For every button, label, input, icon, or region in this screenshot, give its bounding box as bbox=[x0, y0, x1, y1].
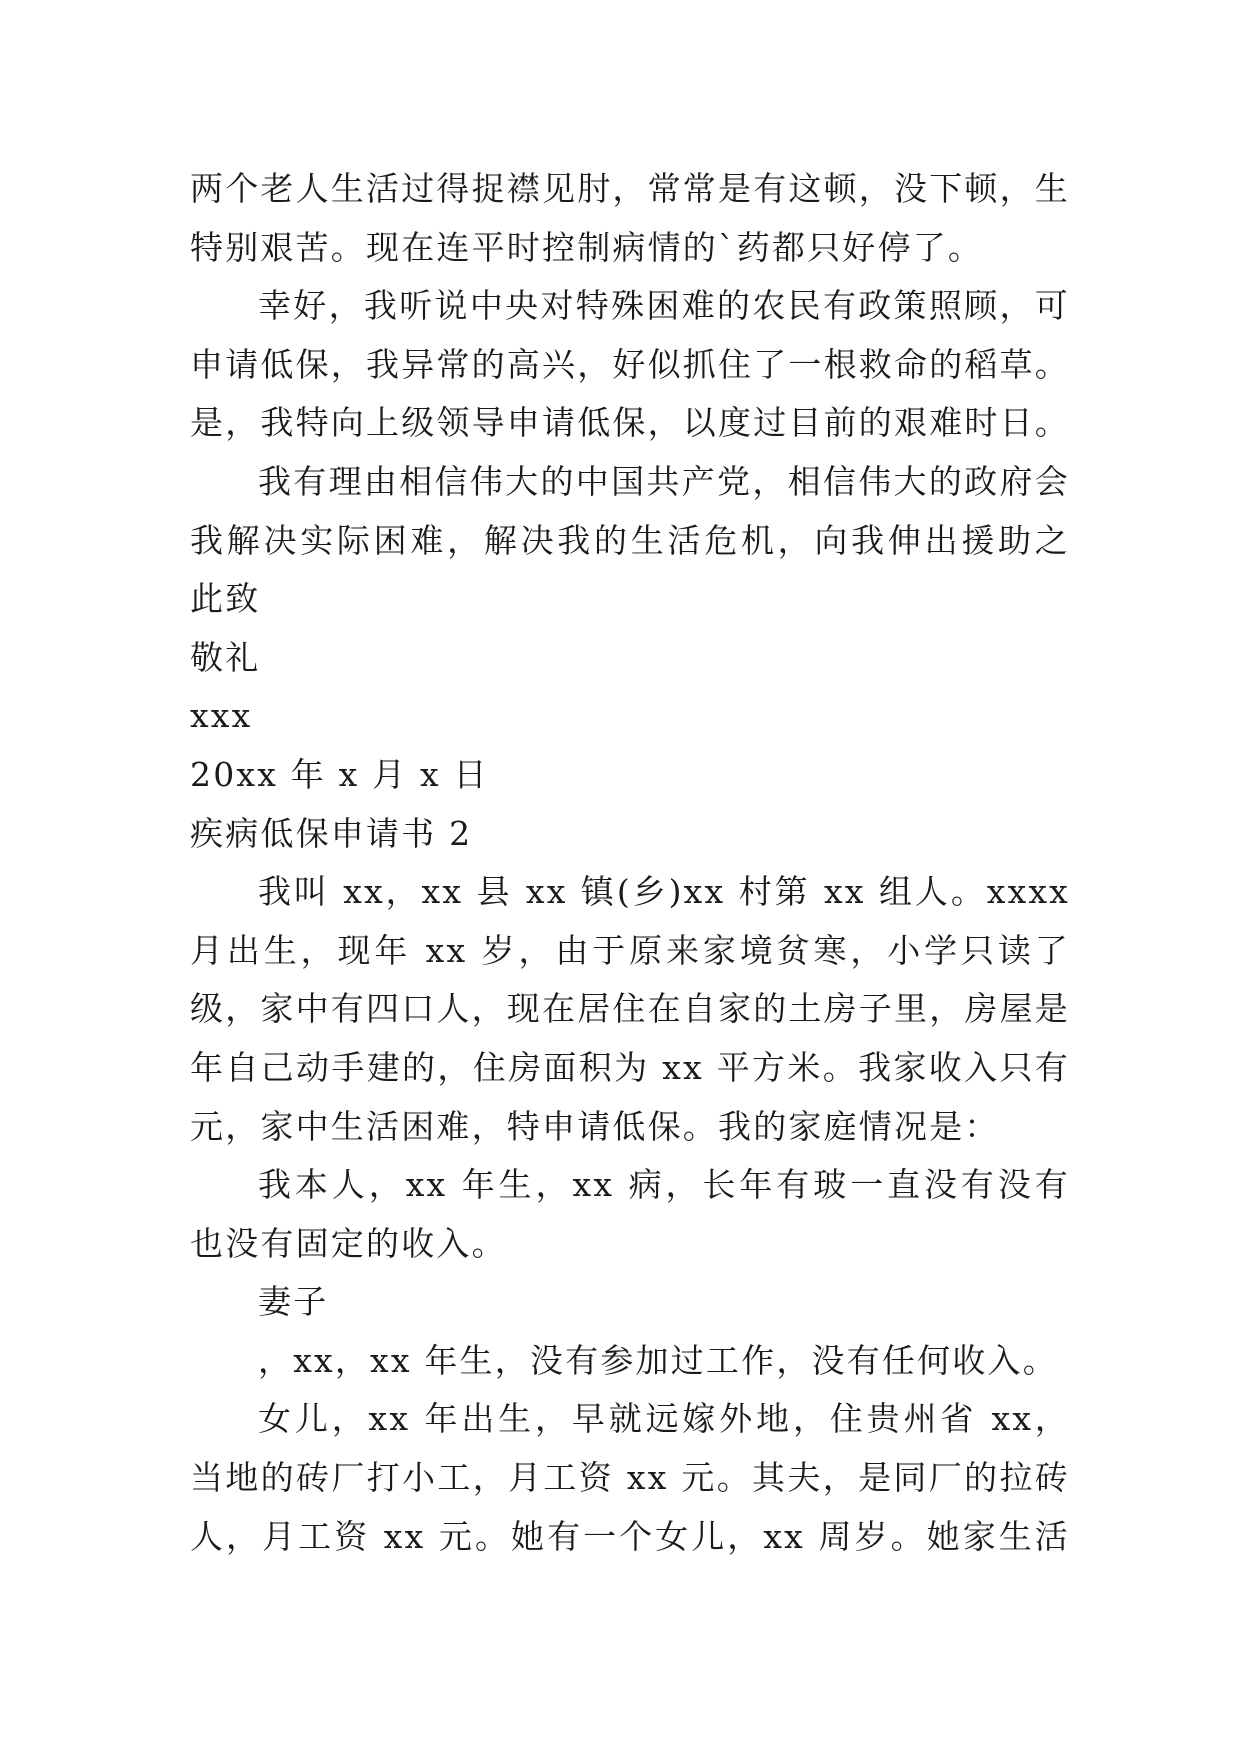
text-line: 也没有固定的收入。 bbox=[190, 1223, 507, 1263]
paragraph-first-line: 女儿，xx 年出生，早就远嫁外地，住贵州省 xx， bbox=[258, 1399, 1070, 1439]
paragraph-first-line: ，xx，xx 年生，没有参加过工作，没有任何收入。 bbox=[258, 1340, 1058, 1380]
section-title: 疾病低保申请书 2 bbox=[190, 813, 473, 853]
signature-name: xxx bbox=[190, 696, 253, 736]
text-line: 月出生，现年 xx 岁，由于原来家境贫寒，小学只读了 bbox=[190, 930, 1070, 970]
text-line: 级，家中有四口人，现在居住在自家的土房子里，房屋是 bbox=[190, 989, 1070, 1029]
paragraph-first-line: 我叫 xx，xx 县 xx 镇(乡)xx 村第 xx 组人。xxxx bbox=[258, 872, 1070, 912]
text-line: 人，月工资 xx 元。她有一个女儿，xx 周岁。她家生活 bbox=[190, 1516, 1070, 1556]
text-line: 是，我特向上级领导申请低保，以度过目前的艰难时日。 bbox=[190, 403, 1070, 443]
text-line: 当地的砖厂打小工，月工资 xx 元。其夫，是同厂的拉砖 bbox=[190, 1458, 1070, 1498]
closing-salutation: 此致 bbox=[190, 579, 261, 619]
text-line: 特别艰苦。现在连平时控制病情的`药都只好停了。 bbox=[190, 227, 984, 267]
paragraph-first-line: 幸好，我听说中央对特殊困难的农民有政策照顾，可 bbox=[258, 286, 1070, 326]
text-line: 申请低保，我异常的高兴，好似抓住了一根救命的稻草。 bbox=[190, 344, 1070, 384]
text-line: 年自己动手建的，住房面积为 xx 平方米。我家收入只有 bbox=[190, 1047, 1070, 1087]
text-line: 我解决实际困难，解决我的生活危机，向我伸出援助之 bbox=[190, 520, 1070, 560]
paragraph-first-line: 我有理由相信伟大的中国共产党，相信伟大的政府会 bbox=[258, 461, 1070, 501]
text-line: 两个老人生活过得捉襟见肘，常常是有这顿，没下顿，生 bbox=[190, 169, 1070, 208]
closing-regards: 敬礼 bbox=[190, 637, 261, 677]
paragraph-first-line: 妻子 bbox=[258, 1282, 329, 1322]
document-body bbox=[190, 160, 1070, 1566]
text-line: 元，家中生活困难，特申请低保。我的家庭情况是： bbox=[190, 1106, 1000, 1146]
paragraph-first-line: 我本人，xx 年生，xx 病，长年有玻一直没有没有 bbox=[258, 1165, 1070, 1205]
signature-date: 20xx 年 x 月 x 日 bbox=[190, 754, 489, 794]
